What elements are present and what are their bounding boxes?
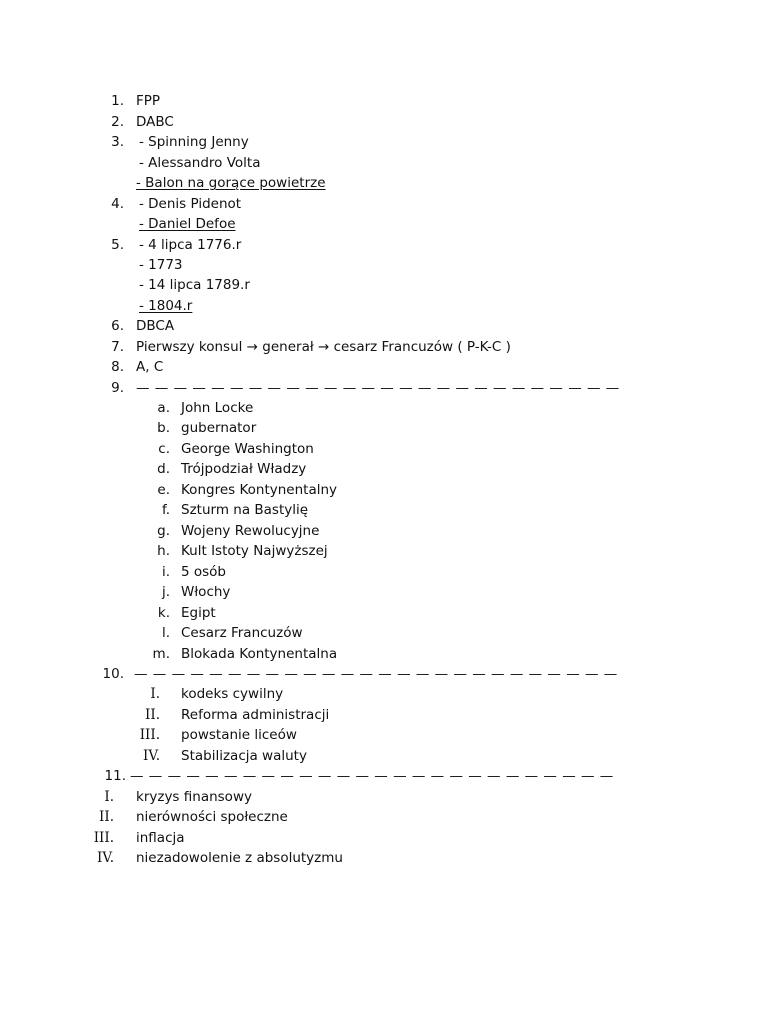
item-letter: i.: [161, 564, 170, 580]
item-text: Kult Istoty Najwyższej: [181, 543, 328, 559]
list-item: [0, 214, 768, 234]
list-item: [0, 316, 768, 336]
divider-dashes: — — — — — — — — — — — — — — — — — — — — — — — — — —: [134, 666, 618, 682]
list-item: [0, 173, 768, 193]
item-text: Pierwszy konsul → generał → cesarz Francuzów ( P-K-C ): [136, 339, 511, 355]
item-number: 4.: [111, 196, 124, 212]
list-item: [0, 357, 768, 377]
item-letter: m.: [152, 646, 170, 662]
item-text: Trójpodział Władzy: [181, 461, 307, 477]
item-text: - Alessandro Volta: [139, 155, 261, 171]
list-item: [0, 255, 768, 275]
item-letter: d.: [157, 461, 170, 477]
list-item: [0, 235, 768, 255]
item-text: niezadowolenie z absolutyzmu: [136, 850, 343, 866]
sub-list-item: [0, 807, 768, 827]
roman-numeral: II.: [145, 707, 160, 723]
item-number: 3.: [111, 134, 124, 150]
list-item: [0, 296, 768, 316]
sub-list-item: [0, 418, 768, 438]
sub-list-item: [0, 644, 768, 664]
item-text: - 4 lipca 1776.r: [139, 237, 242, 253]
roman-numeral: II.: [99, 809, 114, 825]
item-letter: g.: [157, 523, 170, 539]
list-item: [0, 132, 768, 152]
item-text: powstanie liceów: [181, 727, 297, 743]
sub-list-item: [0, 684, 768, 704]
list-item: [0, 112, 768, 132]
item-number: 11.: [104, 768, 126, 784]
sub-list-item: [0, 603, 768, 623]
item-letter: c.: [158, 441, 170, 457]
item-text: Cesarz Francuzów: [181, 625, 303, 641]
item-number: 9.: [111, 380, 124, 396]
item-letter: a.: [157, 400, 170, 416]
sub-list-item: [0, 582, 768, 602]
item-text: FPP: [136, 93, 161, 109]
list-item: [0, 766, 768, 786]
item-letter: e.: [157, 482, 170, 498]
item-number: 1.: [111, 93, 124, 109]
sub-list-item: [0, 500, 768, 520]
item-text: gubernator: [181, 420, 257, 436]
sub-list-item: [0, 562, 768, 582]
divider-dashes: — — — — — — — — — — — — — — — — — — — — — — — — — —: [130, 768, 614, 784]
item-text: 5 osób: [181, 564, 227, 580]
item-letter: l.: [161, 625, 170, 641]
item-text: George Washington: [181, 441, 314, 457]
item-number: 10.: [102, 666, 124, 682]
sub-list-item: [0, 541, 768, 561]
item-text: Stabilizacja waluty: [181, 748, 307, 764]
item-text: nierówności społeczne: [136, 809, 288, 825]
roman-numeral: IV.: [96, 850, 114, 866]
item-text: DABC: [136, 114, 174, 130]
item-text: - Balon na gorące powietrze: [136, 175, 326, 191]
sub-list-item: [0, 398, 768, 418]
item-number: 8.: [111, 359, 124, 375]
item-text: Wojeny Rewolucyjne: [181, 523, 320, 539]
roman-numeral: I.: [150, 686, 160, 702]
list-item: [0, 664, 768, 684]
item-text: DBCA: [136, 318, 175, 334]
sub-list-item: [0, 848, 768, 868]
roman-numeral: III.: [93, 830, 114, 846]
sub-list-item: [0, 480, 768, 500]
item-text: - 1773: [139, 257, 183, 273]
item-letter: h.: [157, 543, 170, 559]
roman-numeral: III.: [139, 727, 160, 743]
sub-list-item: [0, 459, 768, 479]
list-item: [0, 153, 768, 173]
item-text: - 1804.r: [139, 298, 193, 314]
item-text: Kongres Kontynentalny: [181, 482, 338, 498]
item-text: - Spinning Jenny: [139, 134, 249, 150]
sub-list-item: [0, 725, 768, 745]
item-letter: k.: [157, 605, 170, 621]
item-text: Włochy: [181, 584, 231, 600]
list-item: [0, 337, 768, 357]
item-number: 5.: [111, 237, 124, 253]
list-item: [0, 378, 768, 398]
item-text: inflacja: [136, 830, 185, 846]
item-text: Blokada Kontynentalna: [181, 646, 338, 662]
sub-list-item: [0, 828, 768, 848]
item-letter: j.: [161, 584, 170, 600]
roman-numeral: IV.: [142, 748, 160, 764]
sub-list-item: [0, 439, 768, 459]
item-text: A, C: [136, 359, 164, 375]
item-number: 2.: [111, 114, 124, 130]
item-text: - Daniel Defoe: [139, 216, 236, 232]
sub-list-item: [0, 521, 768, 541]
sub-list-item: [0, 787, 768, 807]
list-item: [0, 275, 768, 295]
item-text: kodeks cywilny: [181, 686, 284, 702]
roman-numeral: I.: [104, 789, 114, 805]
item-letter: b.: [157, 420, 170, 436]
item-text: Egipt: [181, 605, 216, 621]
item-text: Reforma administracji: [181, 707, 330, 723]
item-text: kryzys finansowy: [136, 789, 252, 805]
sub-list-item: [0, 746, 768, 766]
divider-dashes: — — — — — — — — — — — — — — — — — — — — — — — — — —: [136, 380, 620, 396]
item-text: John Locke: [181, 400, 254, 416]
sub-list-item: [0, 705, 768, 725]
list-item: [0, 194, 768, 214]
item-number: 6.: [111, 318, 124, 334]
item-letter: f.: [161, 502, 170, 518]
sub-list-item: [0, 623, 768, 643]
item-text: - 14 lipca 1789.r: [139, 277, 250, 293]
item-text: Szturm na Bastylię: [181, 502, 309, 518]
item-number: 7.: [111, 339, 124, 355]
list-item: [0, 91, 768, 111]
item-text: - Denis Pidenot: [139, 196, 242, 212]
